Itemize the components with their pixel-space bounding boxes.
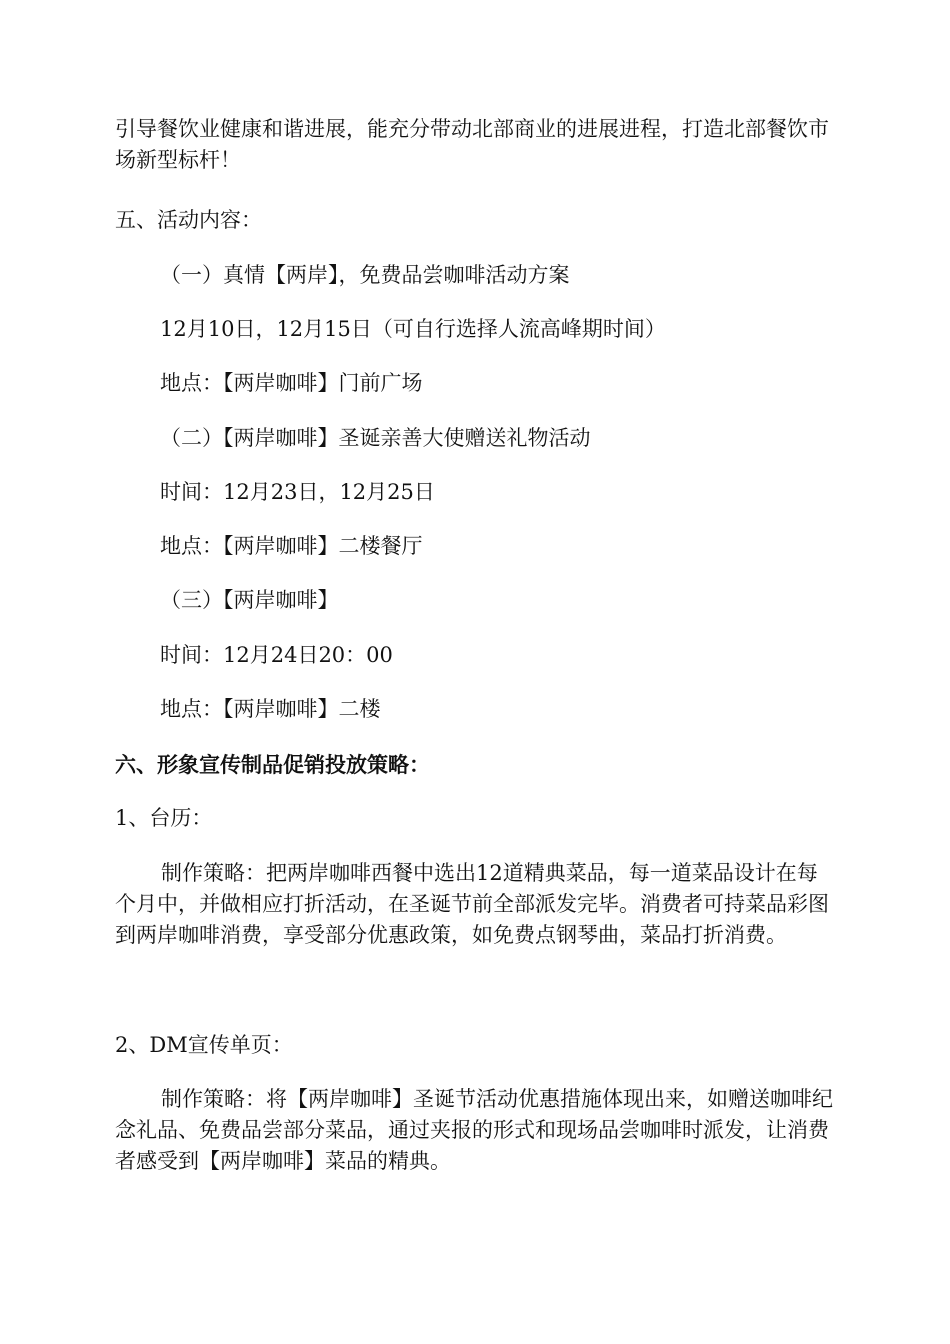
activity-1-title: （一）真情【两岸】，免费品尝咖啡活动方案 (160, 263, 570, 287)
calendar-strategy-paragraph: 制作策略：把两岸咖啡西餐中选出12道精典菜品，每一道菜品设计在每个月中，并做相应打折活动，在圣诞节前全部派发完毕。消费者可持菜品彩图到两岸咖啡消费，享受部分优惠政策，如免费点钢琴曲，菜品打折消费。 (115, 861, 829, 947)
section-heading-activities: 五、活动内容： (115, 208, 262, 232)
intro-paragraph: 引导餐饮业健康和谐进展，能充分带动北部商业的进展进程，打造北部餐饮市场新型标杆！ (115, 117, 829, 172)
activity-2-time: 时间：12月23日，12月25日 (160, 480, 435, 504)
section-heading-promotion: 六、形象宣传制品促销投放策略： (115, 752, 430, 777)
subsection-dm-flyer: 2、DM宣传单页： (115, 1033, 293, 1057)
subsection-calendar: 1、台历： (115, 806, 213, 830)
activity-1-place: 地点：【两岸咖啡】门前广场 (160, 371, 423, 395)
activity-3-place: 地点：【两岸咖啡】二楼 (160, 697, 381, 721)
activity-2-title: （二）【两岸咖啡】圣诞亲善大使赠送礼物活动 (160, 426, 591, 450)
dm-strategy-paragraph: 制作策略：将【两岸咖啡】圣诞节活动优惠措施体现出来，如赠送咖啡纪念礼品、免费品尝部分菜品，通过夹报的形式和现场品尝咖啡时派发，让消费者感受到【两岸咖啡】菜品的精典。 (115, 1087, 833, 1173)
activity-3-time: 时间：12月24日20：00 (160, 643, 393, 667)
activity-3-title: （三）【两岸咖啡】 (160, 588, 339, 612)
activity-2-place: 地点：【两岸咖啡】二楼餐厅 (160, 534, 423, 558)
activity-1-time: 12月10日，12月15日（可自行选择人流高峰期时间） (160, 317, 666, 341)
